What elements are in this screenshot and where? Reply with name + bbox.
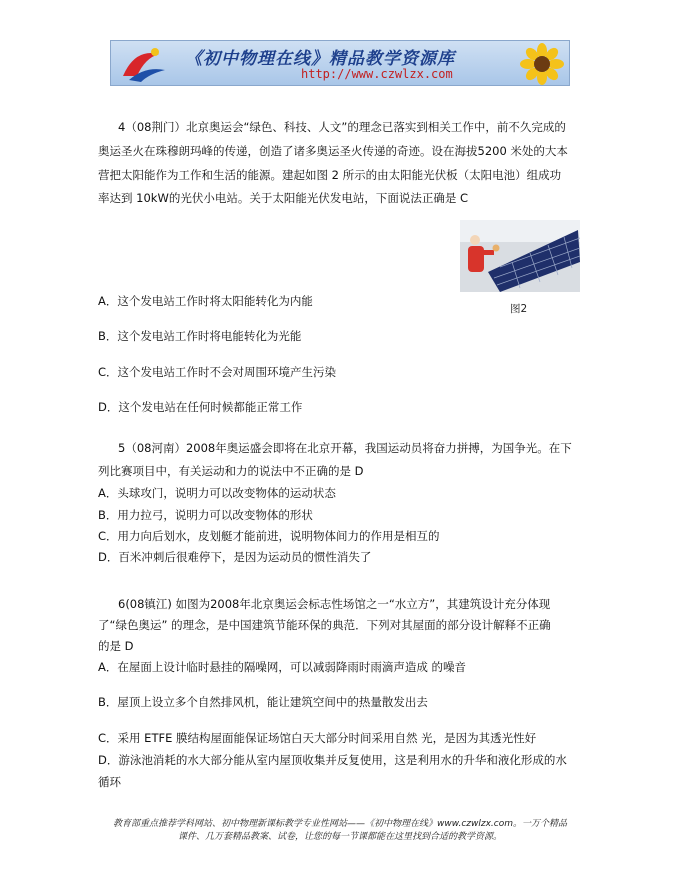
q4-option-a: A．这个发电站工作时将太阳能转化为内能 xyxy=(98,294,313,308)
figure-caption: 图2 xyxy=(510,303,528,315)
q6-line-1: 6(08镇江) 如图为2008年北京奥运会标志性场馆之一“水立方”，其建筑设计充分体现 xyxy=(118,597,551,611)
q5-option-b: B．用力拉弓，说明力可以改变物体的形状 xyxy=(98,508,313,522)
q6-option-c: C．采用 ETFE 膜结构屋面能保证场馆白天大部分时间采用自然 光，是因为其透光性好 xyxy=(98,731,537,745)
q4-line-3: 营把太阳能作为工作和生活的能源。建起如图 2 所示的由太阳能光伏板（太阳电池）组成功 xyxy=(98,168,562,182)
solar-panel-photo xyxy=(460,220,580,292)
q4-option-b: B．这个发电站工作时将电能转化为光能 xyxy=(98,329,302,343)
q6-line-2: 了“绿色奥运” 的理念，是中国建筑节能环保的典范．下列对其屋面的部分设计解释不正确 xyxy=(98,618,551,632)
q6-option-d-cont: 循环 xyxy=(98,775,121,789)
q4-option-c: C．这个发电站工作时不会对周围环境产生污染 xyxy=(98,365,337,379)
banner-title: 《初中物理在线》精品教学资源库 xyxy=(185,49,455,69)
q5-option-d: D．百米冲刺后很难停下，是因为运动员的惯性消失了 xyxy=(98,550,372,564)
q5-line-2: 列比赛项目中，有关运动和力的说法中不正确的是 D xyxy=(98,464,364,478)
sunflower-icon xyxy=(519,43,565,85)
header-banner xyxy=(110,40,570,86)
q4-line-1: 4（08荆门）北京奥运会“绿色、科技、人文”的理念已落实到相关工作中，前不久完成的 xyxy=(118,120,566,134)
footer-line-1: 教育部重点推荐学科网站、初中物理新课标教学专业性网站——《初中物理在线》www.czwlzx.com。一万个精品 xyxy=(112,819,568,829)
q4-line-2: 奥运圣火在珠穆朗玛峰的传递，创造了诸多奥运圣火传递的奇迹。设在海拔5200 米处的大本 xyxy=(98,144,568,158)
site-logo-icon xyxy=(115,44,169,84)
q6-option-d: D．游泳池消耗的水大部分能从室内屋顶收集并反复使用，这是利用水的升华和液化形成的水 xyxy=(98,753,567,767)
q6-line-3: 的是 D xyxy=(98,639,134,653)
q5-option-a: A．头球攻门，说明力可以改变物体的运动状态 xyxy=(98,486,336,500)
banner-url[interactable]: http://www.czwlzx.com xyxy=(301,67,453,81)
q6-option-b: B．屋顶上设立多个自然排风机，能让建筑空间中的热量散发出去 xyxy=(98,695,428,709)
q4-option-d: D．这个发电站在任何时候都能正常工作 xyxy=(98,400,303,414)
q5-line-1: 5（08河南）2008年奥运盛会即将在北京开幕，我国运动员将奋力拼搏，为国争光。在下 xyxy=(118,441,572,455)
footer-line-2: 课件、几万套精品教案、试卷，让您的每一节课都能在这里找到合适的教学资源。 xyxy=(177,832,502,842)
q6-option-a: A．在屋面上设计临时悬挂的隔噪网，可以减弱降雨时雨滴声造成 的噪音 xyxy=(98,660,467,674)
q5-option-c: C．用力向后划水，皮划艇才能前进，说明物体间力的作用是相互的 xyxy=(98,529,440,543)
q4-line-4: 率达到 10kW的光伏小电站。关于太阳能光伏发电站，下面说法正确是 C xyxy=(98,191,469,205)
